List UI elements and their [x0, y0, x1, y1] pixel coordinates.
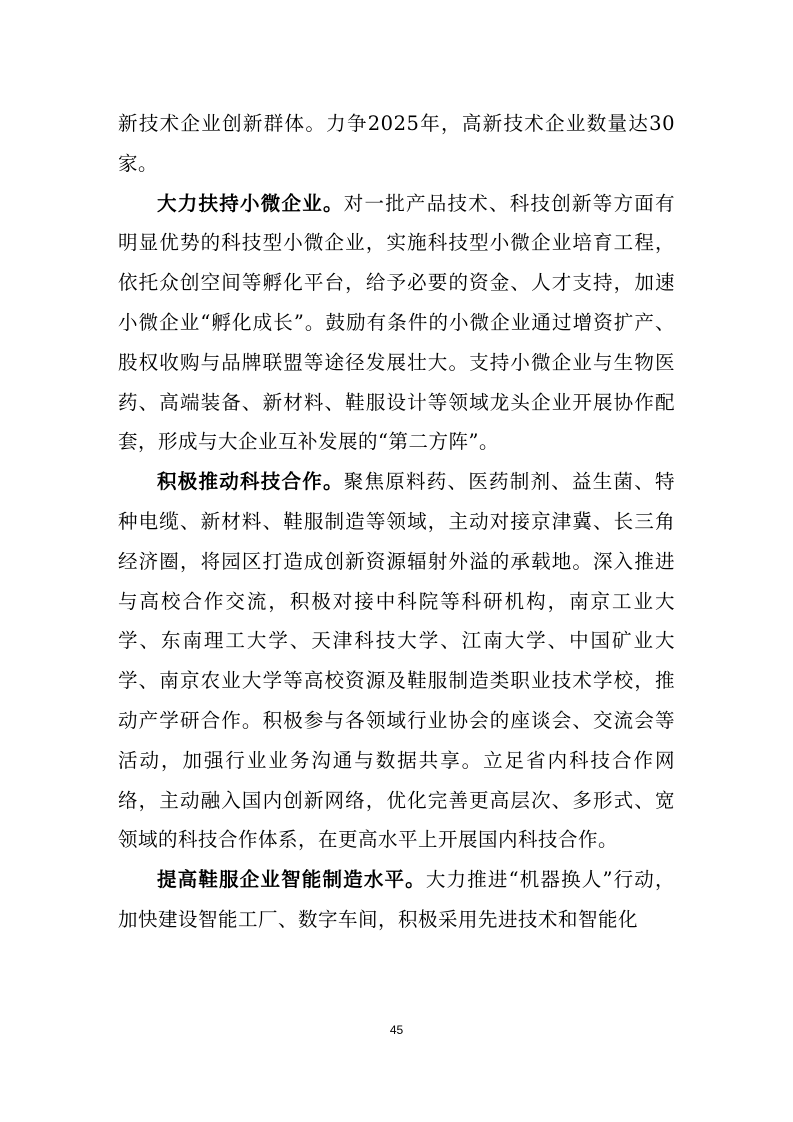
- page-number: 45: [389, 1023, 404, 1037]
- paragraph-text: 聚焦原料药、医药制剂、益生菌、特种电缆、新材料、鞋服制造等领域，主动对接京津冀、长三角经济圈，将园区打造成创新资源辐射外溢的承载地。深入推进与高校合作交流，积极对接中科院等科研机构，南京工业大学、东南理工大学、天津科技大学、江南大学、中国矿业大学、南京农业大学等高校资源及鞋服制造类职业技术学校，推动产学研合作。积极参与各领域行业协会的座谈会、交流会等活动，加强行业业务沟通与数据共享。立足省内科技合作网络，主动融入国内创新网络，优化完善更高层次、多形式、宽领域的科技合作体系，在更高水平上开展国内科技合作。: [118, 470, 675, 852]
- paragraph-support-small-enterprises: [118, 184, 675, 463]
- paragraph-heading: 提高鞋服企业智能制造水平。: [157, 868, 426, 892]
- paragraph-text: 大力推进“机器换人”行动，加快建设智能工厂、数字车间，积极采用先进技术和智能化: [118, 868, 675, 931]
- body-text: [118, 104, 675, 940]
- paragraph-heading: 积极推动科技合作。: [157, 470, 344, 494]
- paragraph-heading: 大力扶持小微企业。: [157, 191, 344, 215]
- paragraph-text: 对一批产品技术、科技创新等方面有明显优势的科技型小微企业，实施科技型小微企业培育工程，依托众创空间等孵化平台，给予必要的资金、人才支持，加速小微企业“孵化成长”。鼓励有条件的小微企业通过增资扩产、股权收购与品牌联盟等途径发展壮大。支持小微企业与生物医药、高端装备、新材料、鞋服设计等领域龙头企业开展协作配套，形成与大企业互补发展的“第二方阵”。: [118, 191, 675, 454]
- paragraph-continuation: [118, 104, 675, 184]
- paragraph-text: 新技术企业创新群体。力争2025年，高新技术企业数量达30家。: [118, 112, 675, 175]
- paragraph-tech-cooperation: [118, 462, 675, 860]
- paragraph-smart-manufacturing: [118, 860, 675, 940]
